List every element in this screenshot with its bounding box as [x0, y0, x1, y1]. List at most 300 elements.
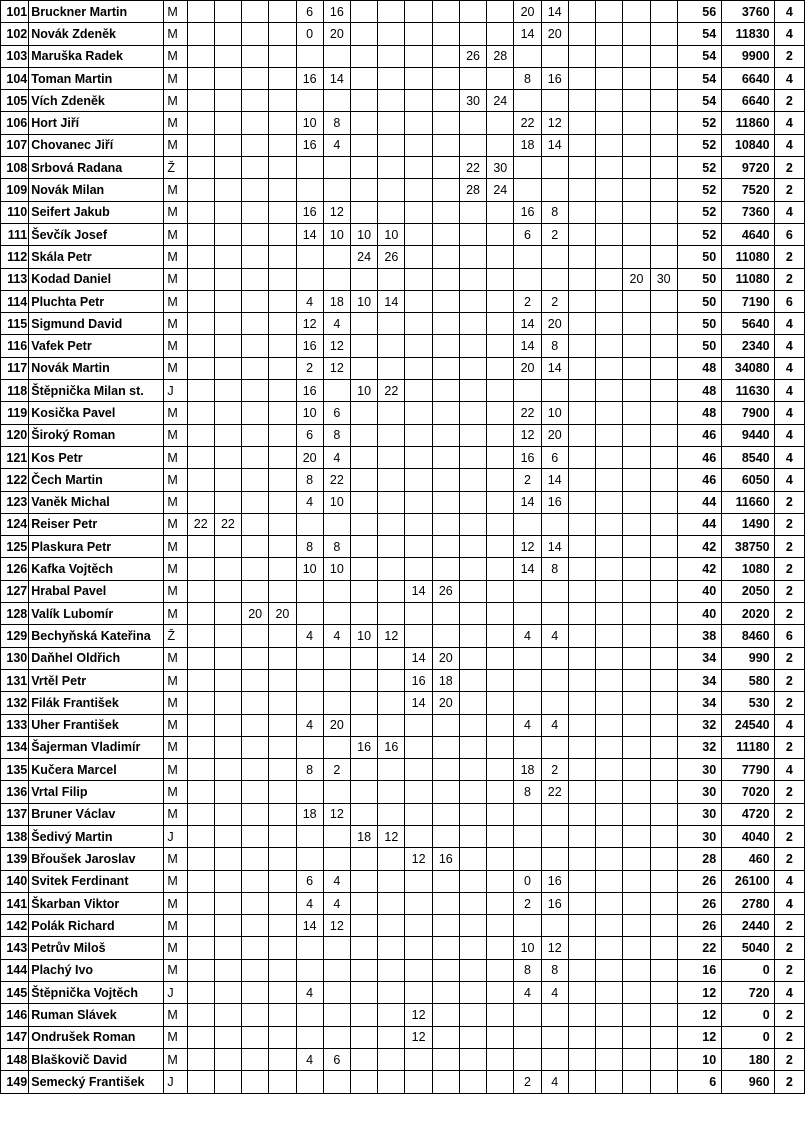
rank-cell: 108: [1, 157, 29, 179]
table-row: [1, 781, 805, 803]
amount-cell: 7900: [722, 402, 774, 424]
amount-cell: 9720: [722, 157, 774, 179]
table-row: [1, 246, 805, 268]
table-row: [1, 759, 805, 781]
points-cell: [269, 692, 296, 714]
points-cell: [596, 513, 623, 535]
points-cell: [296, 781, 323, 803]
category-cell: Ž: [164, 157, 187, 179]
points-cell: [323, 781, 350, 803]
points-cell: [296, 45, 323, 67]
points-cell: [432, 313, 459, 335]
points-cell: [541, 1026, 568, 1048]
category-cell: M: [164, 134, 187, 156]
points-cell: [405, 915, 432, 937]
points-cell: [459, 625, 486, 647]
rank-cell: 115: [1, 313, 29, 335]
category-cell: M: [164, 892, 187, 914]
points-cell: [378, 157, 405, 179]
points-cell: 12: [378, 625, 405, 647]
points-cell: [459, 937, 486, 959]
points-cell: [596, 982, 623, 1004]
table-row: [1, 223, 805, 245]
points-cell: [568, 937, 595, 959]
total-points-cell: 48: [677, 380, 721, 402]
points-cell: [405, 134, 432, 156]
points-cell: [596, 558, 623, 580]
points-cell: [405, 290, 432, 312]
points-cell: 14: [514, 558, 541, 580]
points-cell: [187, 915, 214, 937]
points-cell: [323, 268, 350, 290]
total-points-cell: 28: [677, 848, 721, 870]
points-cell: [650, 201, 677, 223]
points-cell: 8: [541, 201, 568, 223]
points-cell: [351, 759, 378, 781]
points-cell: [596, 1071, 623, 1093]
points-cell: [432, 1004, 459, 1026]
points-cell: [214, 1, 241, 23]
count-cell: 2: [774, 580, 804, 602]
points-cell: [623, 1004, 650, 1026]
points-cell: [378, 1026, 405, 1048]
rank-cell: 146: [1, 1004, 29, 1026]
amount-cell: 960: [722, 1071, 774, 1093]
points-cell: [187, 848, 214, 870]
points-cell: [187, 603, 214, 625]
points-cell: [214, 357, 241, 379]
points-cell: [405, 937, 432, 959]
points-cell: [214, 669, 241, 691]
points-cell: [596, 692, 623, 714]
points-cell: [432, 23, 459, 45]
points-cell: [242, 313, 269, 335]
points-cell: [514, 825, 541, 847]
points-cell: [541, 692, 568, 714]
rank-cell: 141: [1, 892, 29, 914]
rank-cell: 142: [1, 915, 29, 937]
points-cell: [214, 759, 241, 781]
points-cell: [459, 112, 486, 134]
points-cell: [296, 580, 323, 602]
points-cell: [242, 558, 269, 580]
points-cell: 4: [323, 446, 350, 468]
total-points-cell: 10: [677, 1048, 721, 1070]
points-cell: [487, 424, 514, 446]
amount-cell: 11630: [722, 380, 774, 402]
points-cell: [269, 357, 296, 379]
points-cell: [596, 1004, 623, 1026]
points-cell: [214, 1026, 241, 1048]
points-cell: [242, 982, 269, 1004]
points-cell: 16: [541, 870, 568, 892]
points-cell: [378, 536, 405, 558]
points-cell: [214, 246, 241, 268]
count-cell: 4: [774, 112, 804, 134]
points-cell: 4: [541, 714, 568, 736]
points-cell: [568, 669, 595, 691]
points-cell: [487, 669, 514, 691]
points-cell: [405, 558, 432, 580]
points-cell: 12: [514, 536, 541, 558]
amount-cell: 4640: [722, 223, 774, 245]
points-cell: 6: [296, 1, 323, 23]
points-cell: [242, 402, 269, 424]
points-cell: 20: [541, 424, 568, 446]
points-cell: 14: [405, 692, 432, 714]
category-cell: M: [164, 647, 187, 669]
points-cell: [568, 580, 595, 602]
table-row: [1, 134, 805, 156]
points-cell: [487, 335, 514, 357]
points-cell: [487, 112, 514, 134]
points-cell: [378, 67, 405, 89]
points-cell: [214, 380, 241, 402]
rank-cell: 121: [1, 446, 29, 468]
points-cell: 10: [323, 558, 350, 580]
points-cell: [541, 1048, 568, 1070]
points-cell: [378, 580, 405, 602]
points-cell: 14: [296, 915, 323, 937]
amount-cell: 0: [722, 1004, 774, 1026]
count-cell: 2: [774, 603, 804, 625]
points-cell: 18: [514, 759, 541, 781]
points-cell: [459, 335, 486, 357]
points-cell: [214, 982, 241, 1004]
amount-cell: 7360: [722, 201, 774, 223]
points-cell: [541, 915, 568, 937]
points-cell: [568, 313, 595, 335]
points-cell: [459, 759, 486, 781]
rank-cell: 111: [1, 223, 29, 245]
points-cell: [650, 424, 677, 446]
total-points-cell: 34: [677, 692, 721, 714]
amount-cell: 2020: [722, 603, 774, 625]
rank-cell: 148: [1, 1048, 29, 1070]
rank-cell: 118: [1, 380, 29, 402]
points-cell: [596, 669, 623, 691]
points-cell: [323, 580, 350, 602]
points-cell: [405, 67, 432, 89]
table-row: [1, 1004, 805, 1026]
points-cell: 16: [541, 892, 568, 914]
points-cell: 20: [432, 692, 459, 714]
points-cell: [187, 1026, 214, 1048]
competitor-name-cell: Bruckner Martin: [29, 1, 164, 23]
points-cell: [405, 45, 432, 67]
points-cell: [351, 335, 378, 357]
category-cell: M: [164, 1048, 187, 1070]
points-cell: [487, 580, 514, 602]
table-row: [1, 90, 805, 112]
count-cell: 4: [774, 402, 804, 424]
points-cell: [242, 669, 269, 691]
total-points-cell: 50: [677, 313, 721, 335]
points-cell: [378, 357, 405, 379]
rank-cell: 105: [1, 90, 29, 112]
points-cell: 10: [323, 223, 350, 245]
points-cell: [323, 692, 350, 714]
points-cell: [242, 134, 269, 156]
points-cell: [242, 870, 269, 892]
points-cell: [269, 223, 296, 245]
points-cell: [405, 759, 432, 781]
points-cell: [187, 402, 214, 424]
points-cell: [623, 848, 650, 870]
points-cell: [269, 848, 296, 870]
points-cell: 10: [323, 491, 350, 513]
points-cell: [568, 201, 595, 223]
points-cell: [568, 491, 595, 513]
points-cell: [623, 380, 650, 402]
points-cell: [214, 825, 241, 847]
points-cell: [323, 669, 350, 691]
points-cell: [378, 870, 405, 892]
total-points-cell: 50: [677, 246, 721, 268]
points-cell: 12: [296, 313, 323, 335]
points-cell: [487, 625, 514, 647]
points-cell: 14: [541, 134, 568, 156]
points-cell: [623, 982, 650, 1004]
points-cell: 4: [296, 714, 323, 736]
count-cell: 6: [774, 290, 804, 312]
points-cell: [378, 915, 405, 937]
points-cell: [623, 1026, 650, 1048]
points-cell: [541, 45, 568, 67]
table-row: [1, 513, 805, 535]
points-cell: [378, 937, 405, 959]
points-cell: [351, 915, 378, 937]
points-cell: [214, 580, 241, 602]
points-cell: [623, 112, 650, 134]
points-cell: [487, 201, 514, 223]
points-cell: [650, 982, 677, 1004]
points-cell: [214, 937, 241, 959]
points-cell: [650, 580, 677, 602]
points-cell: [351, 513, 378, 535]
points-cell: 10: [296, 402, 323, 424]
points-cell: [187, 982, 214, 1004]
count-cell: 4: [774, 892, 804, 914]
category-cell: M: [164, 23, 187, 45]
points-cell: [650, 1, 677, 23]
points-cell: [623, 469, 650, 491]
points-cell: [378, 491, 405, 513]
points-cell: [459, 692, 486, 714]
points-cell: [214, 558, 241, 580]
points-cell: [214, 1048, 241, 1070]
category-cell: M: [164, 402, 187, 424]
points-cell: [650, 290, 677, 312]
total-points-cell: 54: [677, 90, 721, 112]
points-cell: [596, 469, 623, 491]
count-cell: 4: [774, 759, 804, 781]
points-cell: [187, 201, 214, 223]
points-cell: [623, 1071, 650, 1093]
points-cell: [405, 157, 432, 179]
rank-cell: 103: [1, 45, 29, 67]
points-cell: [214, 692, 241, 714]
points-cell: [650, 781, 677, 803]
category-cell: M: [164, 491, 187, 513]
points-cell: [432, 112, 459, 134]
points-cell: [242, 513, 269, 535]
points-cell: [568, 736, 595, 758]
points-cell: 22: [214, 513, 241, 535]
count-cell: 2: [774, 959, 804, 981]
points-cell: [568, 781, 595, 803]
points-cell: 8: [514, 781, 541, 803]
competitor-name-cell: Šajerman Vladimír: [29, 736, 164, 758]
points-cell: [214, 45, 241, 67]
points-cell: [596, 380, 623, 402]
points-cell: [568, 290, 595, 312]
points-cell: [432, 736, 459, 758]
points-cell: [296, 736, 323, 758]
points-cell: 8: [296, 759, 323, 781]
points-cell: 10: [296, 558, 323, 580]
amount-cell: 7020: [722, 781, 774, 803]
points-cell: 14: [378, 290, 405, 312]
amount-cell: 1490: [722, 513, 774, 535]
points-cell: 16: [378, 736, 405, 758]
points-cell: [541, 90, 568, 112]
points-cell: [351, 469, 378, 491]
points-cell: 30: [487, 157, 514, 179]
points-cell: [405, 959, 432, 981]
points-cell: 2: [541, 759, 568, 781]
points-cell: [650, 959, 677, 981]
points-cell: 2: [541, 290, 568, 312]
points-cell: [351, 23, 378, 45]
points-cell: [323, 959, 350, 981]
points-cell: 16: [296, 380, 323, 402]
points-cell: [623, 402, 650, 424]
points-cell: [269, 714, 296, 736]
points-cell: 14: [541, 1, 568, 23]
points-cell: [459, 1, 486, 23]
points-cell: [214, 446, 241, 468]
points-cell: [187, 357, 214, 379]
points-cell: [568, 23, 595, 45]
points-cell: [568, 603, 595, 625]
points-cell: 4: [323, 870, 350, 892]
points-cell: [623, 603, 650, 625]
points-cell: [487, 714, 514, 736]
points-cell: [459, 647, 486, 669]
points-cell: [269, 290, 296, 312]
total-points-cell: 54: [677, 45, 721, 67]
points-cell: [487, 603, 514, 625]
points-cell: [650, 45, 677, 67]
points-cell: [351, 870, 378, 892]
amount-cell: 4040: [722, 825, 774, 847]
total-points-cell: 46: [677, 446, 721, 468]
points-cell: 16: [351, 736, 378, 758]
points-cell: [650, 825, 677, 847]
total-points-cell: 44: [677, 491, 721, 513]
points-cell: 2: [514, 290, 541, 312]
points-cell: 14: [323, 67, 350, 89]
points-cell: 12: [541, 112, 568, 134]
rank-cell: 147: [1, 1026, 29, 1048]
points-cell: [351, 580, 378, 602]
points-cell: [405, 335, 432, 357]
points-cell: 4: [514, 982, 541, 1004]
competitor-name-cell: Štěpnička Milan st.: [29, 380, 164, 402]
table-row: [1, 982, 805, 1004]
points-cell: [269, 982, 296, 1004]
points-cell: [596, 446, 623, 468]
points-cell: [568, 825, 595, 847]
points-cell: [623, 67, 650, 89]
points-cell: [269, 825, 296, 847]
amount-cell: 2780: [722, 892, 774, 914]
competitor-name-cell: Bechyňská Kateřina: [29, 625, 164, 647]
points-cell: 18: [351, 825, 378, 847]
points-cell: 16: [296, 67, 323, 89]
points-cell: [596, 179, 623, 201]
points-cell: [269, 112, 296, 134]
points-cell: [378, 892, 405, 914]
category-cell: M: [164, 335, 187, 357]
points-cell: [568, 45, 595, 67]
points-cell: [596, 647, 623, 669]
points-cell: [351, 848, 378, 870]
points-cell: 14: [514, 23, 541, 45]
total-points-cell: 30: [677, 781, 721, 803]
points-cell: [541, 268, 568, 290]
points-cell: [296, 603, 323, 625]
points-cell: 12: [405, 1004, 432, 1026]
points-cell: [187, 959, 214, 981]
amount-cell: 4720: [722, 803, 774, 825]
competitor-name-cell: Seifert Jakub: [29, 201, 164, 223]
rank-cell: 109: [1, 179, 29, 201]
points-cell: [405, 201, 432, 223]
table-row: [1, 45, 805, 67]
points-cell: [623, 246, 650, 268]
points-cell: [242, 1004, 269, 1026]
points-cell: [378, 469, 405, 491]
points-cell: [568, 157, 595, 179]
points-cell: [432, 1026, 459, 1048]
amount-cell: 11860: [722, 112, 774, 134]
points-cell: [296, 268, 323, 290]
rank-cell: 113: [1, 268, 29, 290]
competitor-name-cell: Novák Milan: [29, 179, 164, 201]
points-cell: 10: [541, 402, 568, 424]
points-cell: [269, 892, 296, 914]
points-cell: [187, 469, 214, 491]
points-cell: [405, 90, 432, 112]
points-cell: [187, 268, 214, 290]
rank-cell: 114: [1, 290, 29, 312]
points-cell: [459, 23, 486, 45]
points-cell: [405, 469, 432, 491]
points-cell: [596, 870, 623, 892]
points-cell: [405, 513, 432, 535]
points-cell: [242, 825, 269, 847]
points-cell: [568, 625, 595, 647]
rank-cell: 130: [1, 647, 29, 669]
points-cell: [214, 223, 241, 245]
points-cell: [269, 67, 296, 89]
points-cell: [242, 67, 269, 89]
total-points-cell: 12: [677, 1004, 721, 1026]
points-cell: [459, 803, 486, 825]
points-cell: [378, 402, 405, 424]
